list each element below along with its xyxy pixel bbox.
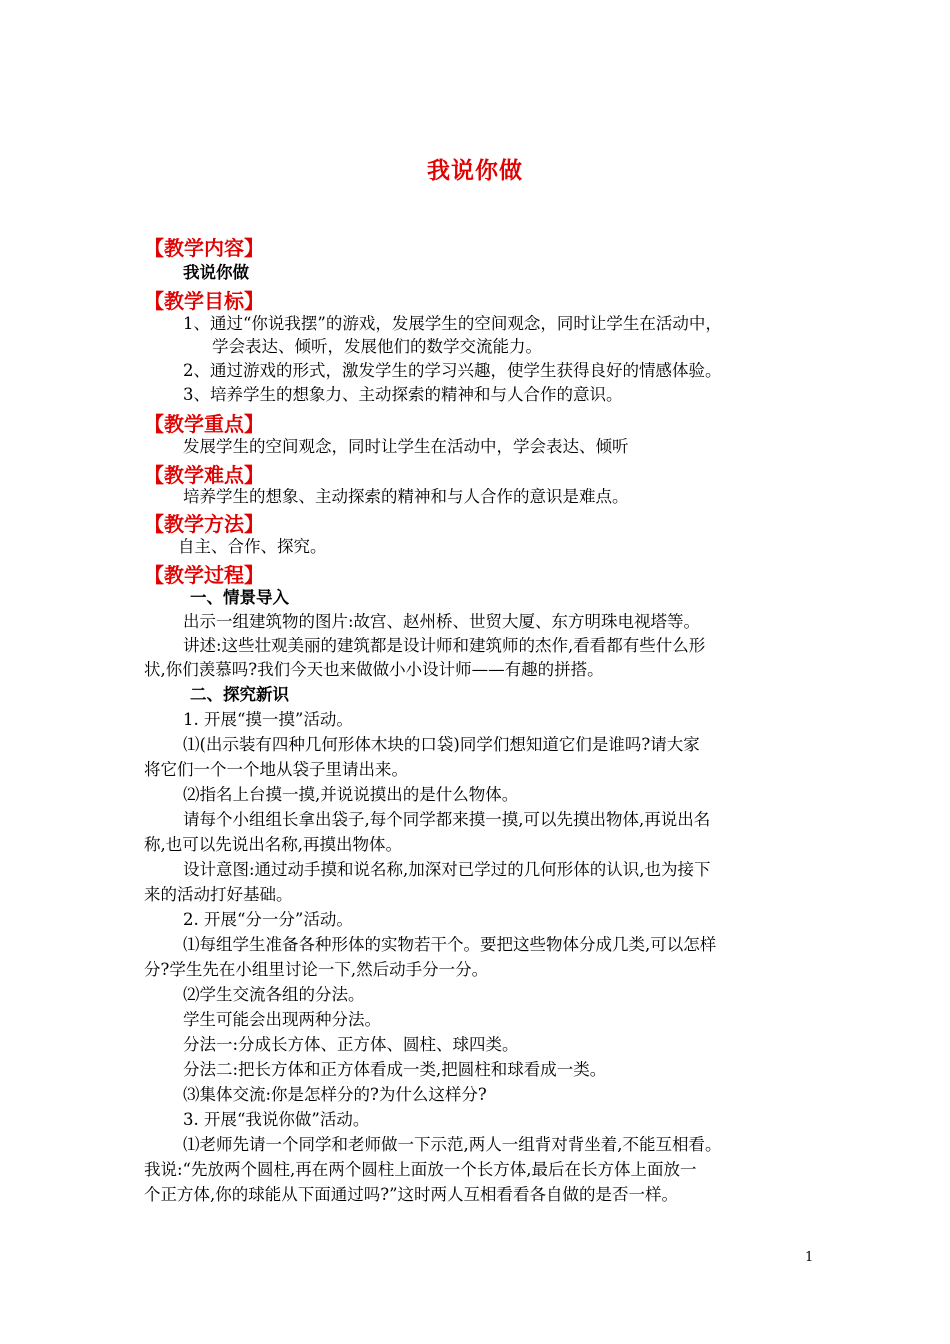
goal-line: 学会表达、倾听，发展他们的数学交流能力。 (212, 337, 542, 356)
paragraph-line: 来的活动打好基础。 (144, 885, 293, 904)
paragraph-line: ⑴(出示装有四种几何形体木块的口袋)同学们想知道它们是谁吗?请大家 (183, 735, 700, 754)
paragraph-line: 请每个小组组长拿出袋子,每个同学都来摸一摸,可以先摸出物体,再说出名 (183, 810, 711, 829)
paragraph-line: ⑵指名上台摸一摸,并说说摸出的是什么物体。 (183, 785, 519, 804)
paragraph-line: 分法二:把长方体和正方体看成一类,把圆柱和球看成一类。 (183, 1060, 607, 1079)
heading-teaching-content: 【教学内容】 (144, 236, 264, 260)
paragraph-line: 分法一:分成长方体、正方体、圆柱、球四类。 (183, 1035, 519, 1054)
paragraph-line: 分?学生先在小组里讨论一下,然后动手分一分。 (144, 960, 489, 979)
heading-process: 【教学过程】 (144, 563, 264, 587)
paragraph-line: 1. 开展“摸一摸”活动。 (183, 710, 353, 729)
paragraph-line: 讲述:这些壮观美丽的建筑都是设计师和建筑师的杰作,看看都有些什么形 (183, 636, 706, 655)
paragraph-line: 称,也可以先说出名称,再摸出物体。 (144, 835, 402, 854)
heading-key-points: 【教学重点】 (144, 412, 264, 436)
goal-line: 3、培养学生的想象力、主动探索的精神和与人合作的意识。 (183, 385, 623, 404)
paragraph-line: 状,你们羡慕吗?我们今天也来做做小小设计师——有趣的拼搭。 (144, 660, 604, 679)
paragraph-line: 2. 开展“分一分”活动。 (183, 910, 353, 929)
paragraph-line: 设计意图:通过动手摸和说名称,加深对已学过的几何形体的认识,也为接下 (183, 860, 711, 879)
methods-text: 自主、合作、探究。 (178, 537, 327, 556)
paragraph-line: 学生可能会出现两种分法。 (183, 1010, 381, 1029)
content-text: 我说你做 (183, 263, 249, 282)
paragraph-line: 个正方体,你的球能从下面通过吗?”这时两人互相看看各自做的是否一样。 (144, 1185, 679, 1204)
paragraph-line: ⑴每组学生准备各种形体的实物若干个。要把这些物体分成几类,可以怎样 (183, 935, 717, 954)
paragraph-line: 3. 开展“我说你做”活动。 (183, 1110, 370, 1129)
paragraph-line: 我说:“先放两个圆柱,再在两个圆柱上面放一个长方体,最后在长方体上面放一 (144, 1160, 697, 1179)
heading-difficulties: 【教学难点】 (144, 463, 264, 487)
paragraph-line: 出示一组建筑物的图片:故宫、赵州桥、世贸大厦、东方明珠电视塔等。 (183, 612, 701, 631)
heading-teaching-goals: 【教学目标】 (144, 289, 264, 313)
paragraph-line: ⑶集体交流:你是怎样分的?为什么这样分? (183, 1085, 487, 1104)
key-points-text: 发展学生的空间观念，同时让学生在活动中，学会表达、倾听 (183, 437, 629, 456)
section-title: 二、探究新识 (190, 685, 289, 704)
paragraph-line: ⑵学生交流各组的分法。 (183, 985, 365, 1004)
page-number: 1 (805, 1250, 814, 1265)
heading-methods: 【教学方法】 (144, 512, 264, 536)
difficulties-text: 培养学生的想象、主动探索的精神和与人合作的意识是难点。 (183, 487, 629, 506)
goal-line: 1、通过“你说我摆”的游戏，发展学生的空间观念，同时让学生在活动中， (183, 314, 722, 333)
document-title: 我说你做 (427, 158, 523, 184)
goal-line: 2、通过游戏的形式，激发学生的学习兴趣，使学生获得良好的情感体验。 (183, 361, 722, 380)
paragraph-line: 将它们一个一个地从袋子里请出来。 (144, 760, 408, 779)
paragraph-line: ⑴老师先请一个同学和老师做一下示范,两人一组背对背坐着,不能互相看。 (183, 1135, 722, 1154)
section-title: 一、情景导入 (190, 588, 289, 607)
